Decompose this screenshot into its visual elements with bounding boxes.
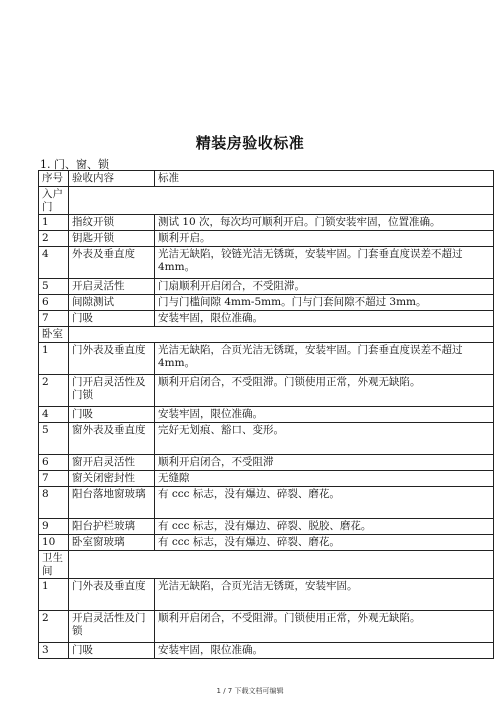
row-item: 窗开启灵活性 [69, 455, 155, 471]
table-header-row [39, 171, 494, 187]
row-number: 6 [39, 455, 69, 471]
group-empty-cell [69, 551, 494, 579]
group-empty-cell [69, 187, 494, 215]
group-empty-cell [69, 327, 494, 343]
header-no: 序号 [39, 171, 69, 187]
group-row [39, 327, 494, 343]
row-number: 1 [39, 215, 69, 231]
row-item: 门吸 [69, 407, 155, 423]
group-label: 入户门 [39, 187, 69, 215]
group-label: 卫生间 [39, 551, 69, 579]
row-item: 门吸 [69, 311, 155, 327]
group-label: 卧室 [39, 327, 69, 343]
table-row [39, 487, 494, 519]
row-item: 窗关闭密封性 [69, 471, 155, 487]
row-item: 门外表及垂直度 [69, 579, 155, 611]
row-number: 2 [39, 231, 69, 247]
row-item: 外表及垂直度 [69, 247, 155, 279]
row-item: 钥匙开锁 [69, 231, 155, 247]
row-item: 门吸 [69, 643, 155, 659]
row-standard: 门与门槛间隙 4mm-5mm。门与门套间隙不超过 3mm。 [155, 295, 494, 311]
row-number: 3 [39, 643, 69, 659]
row-number: 6 [39, 295, 69, 311]
row-number: 5 [39, 423, 69, 455]
row-standard: 有 ccc 标志，没有爆边、碎裂、磨花。 [155, 487, 494, 519]
row-item: 门外表及垂直度 [69, 343, 155, 375]
row-number: 7 [39, 311, 69, 327]
table-row [39, 375, 494, 407]
page-footer: 1 / 7 下载文档可编辑 [216, 687, 284, 695]
row-standard: 有 ccc 标志，没有爆边、碎裂、磨花。 [155, 535, 494, 551]
table-row [39, 423, 494, 455]
header-standard: 标准 [155, 171, 494, 187]
row-standard: 有 ccc 标志，没有爆边、碎裂、脱胶、磨花。 [155, 519, 494, 535]
row-number: 2 [39, 611, 69, 643]
row-item: 窗外表及垂直度 [69, 423, 155, 455]
section-heading: 1. 门、窗、锁 [40, 158, 109, 171]
row-standard: 顺利开启闭合，不受阻滞 [155, 455, 494, 471]
header-item: 验收内容 [69, 171, 155, 187]
table-row [39, 407, 494, 423]
row-number: 2 [39, 375, 69, 407]
table-row [39, 519, 494, 535]
row-standard: 光洁无缺陷，合页光洁无锈斑，安装牢固。 [155, 579, 494, 611]
row-standard: 完好无划痕、豁口、变形。 [155, 423, 494, 455]
table-row [39, 247, 494, 279]
row-number: 10 [39, 535, 69, 551]
table-row [39, 343, 494, 375]
row-standard: 安装牢固，限位准确。 [155, 407, 494, 423]
row-standard: 测试 10 次，每次均可顺利开启。门锁安装牢固，位置准确。 [155, 215, 494, 231]
row-item: 卧室窗玻璃 [69, 535, 155, 551]
row-item: 门开启灵活性及门锁 [69, 375, 155, 407]
table-row [39, 311, 494, 327]
table-row [39, 455, 494, 471]
table-row [39, 535, 494, 551]
row-number: 1 [39, 579, 69, 611]
table-body [39, 171, 494, 659]
row-standard: 光洁无缺陷，合页光洁无锈斑，安装牢固。门套垂直度误差不超过 4mm。 [155, 343, 494, 375]
acceptance-table [38, 170, 494, 659]
row-item: 开启灵活性 [69, 279, 155, 295]
row-standard: 光洁无缺陷，铰链光洁无锈斑，安装牢固。门套垂直度误差不超过 4mm。 [155, 247, 494, 279]
table-row [39, 231, 494, 247]
row-number: 7 [39, 471, 69, 487]
table-row [39, 643, 494, 659]
row-standard: 顺利开启。 [155, 231, 494, 247]
row-standard: 门扇顺利开启闭合，不受阻滞。 [155, 279, 494, 295]
row-number: 4 [39, 247, 69, 279]
row-standard: 顺利开启闭合，不受阻滞。门锁使用正常，外观无缺陷。 [155, 375, 494, 407]
row-item: 阳台落地窗玻璃 [69, 487, 155, 519]
row-number: 4 [39, 407, 69, 423]
row-item: 间隙测试 [69, 295, 155, 311]
row-standard: 安装牢固，限位准确。 [155, 643, 494, 659]
row-item: 阳台护栏玻璃 [69, 519, 155, 535]
row-number: 9 [39, 519, 69, 535]
table-row [39, 215, 494, 231]
row-number: 5 [39, 279, 69, 295]
row-number: 1 [39, 343, 69, 375]
page-title: 精装房验收标准 [195, 134, 305, 152]
row-item: 开启灵活性及门锁 [69, 611, 155, 643]
table-row [39, 279, 494, 295]
row-item: 指纹开锁 [69, 215, 155, 231]
group-row [39, 551, 494, 579]
table-row [39, 611, 494, 643]
group-row [39, 187, 494, 215]
table-row [39, 471, 494, 487]
table-row [39, 295, 494, 311]
row-number: 8 [39, 487, 69, 519]
row-standard: 无缝隙 [155, 471, 494, 487]
table-row [39, 579, 494, 611]
row-standard: 安装牢固，限位准确。 [155, 311, 494, 327]
row-standard: 顺利开启闭合，不受阻滞。门锁使用正常，外观无缺陷。 [155, 611, 494, 643]
